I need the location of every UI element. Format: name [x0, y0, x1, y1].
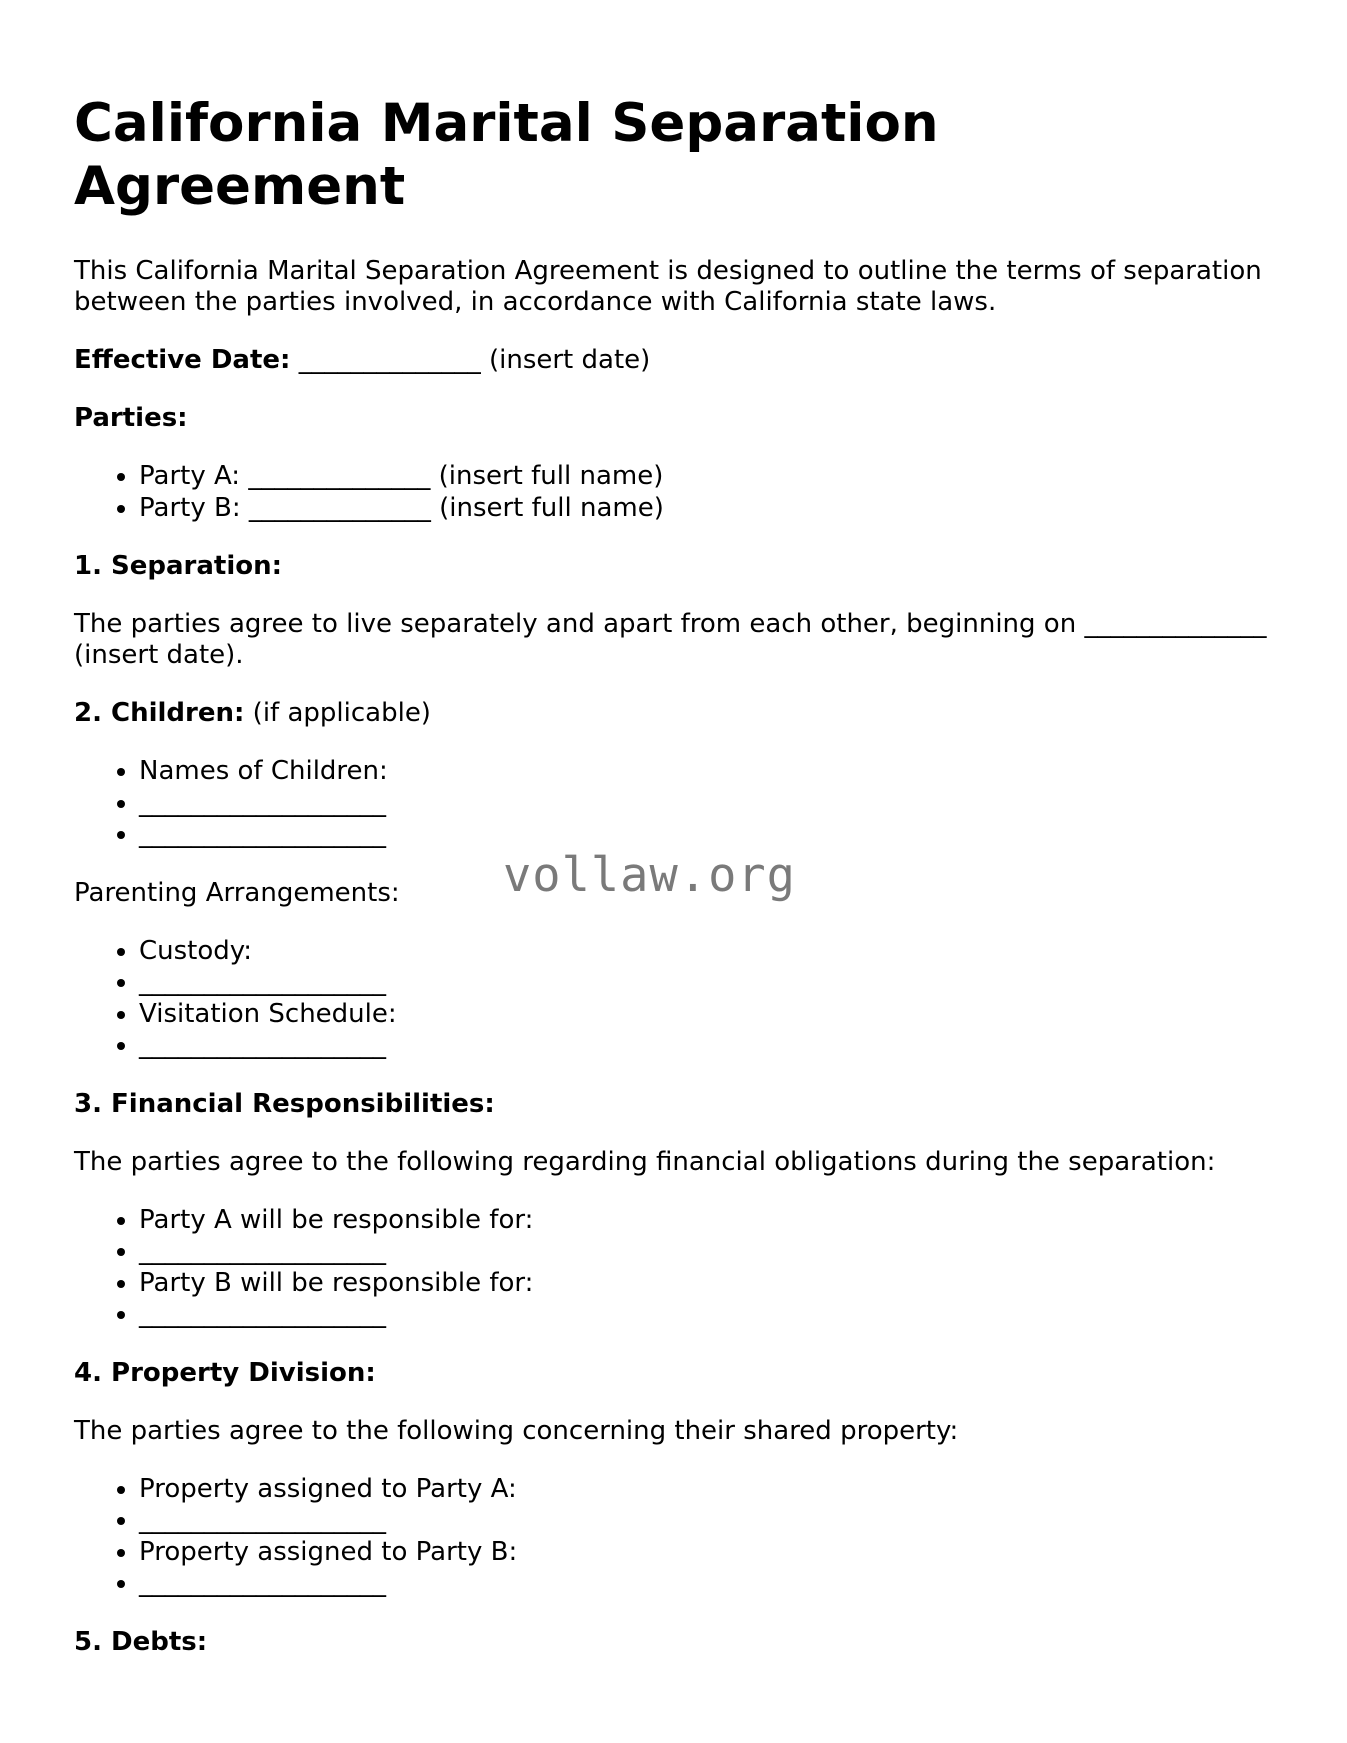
list-item: • ___________________	[139, 1236, 1274, 1268]
parenting-list	[74, 936, 1274, 1062]
property-text: The parties agree to the following concerning their shared property:	[74, 1415, 959, 1446]
effective-date-line	[74, 345, 1274, 376]
financial-heading: 3. Financial Responsibilities:	[74, 1088, 495, 1119]
list-item: • Property assigned to Party A:	[139, 1474, 1274, 1506]
list-item: • ___________________	[139, 1030, 1274, 1062]
watermark-text: vollaw.org	[503, 848, 796, 903]
effective-date-value: ______________ (insert date)	[290, 345, 651, 375]
list-item: • ___________________	[139, 1568, 1274, 1600]
document-title: California Marital Separation Agreement	[74, 93, 939, 217]
list-item: • Visitation Schedule:	[139, 999, 1274, 1031]
parenting-arrangements-label: Parenting Arrangements:	[74, 877, 400, 908]
separation-heading: 1. Separation:	[74, 551, 283, 581]
financial-list	[74, 1205, 1274, 1331]
list-item: • ___________________	[139, 1505, 1274, 1537]
separation-text: The parties agree to live separately and apart from each other, beginning on ______________ (insert date).	[74, 609, 1267, 670]
property-heading: 4. Property Division:	[74, 1357, 376, 1388]
financial-text: The parties agree to the following regarding financial obligations during the separation:	[74, 1146, 1216, 1177]
parties-heading: Parties:	[74, 403, 188, 433]
list-item: • Party B will be responsible for:	[139, 1268, 1274, 1300]
property-list	[74, 1474, 1274, 1600]
effective-date-label: Effective Date:	[74, 345, 291, 375]
list-item: • Party B: ______________ (insert full name)	[139, 493, 1274, 525]
list-item: • ___________________	[139, 788, 1274, 820]
children-heading-line	[74, 698, 1274, 729]
intro-paragraph: This California Marital Separation Agreement is designed to outline the terms of separation between the parties involved, in accordance with California state laws.	[74, 256, 1262, 317]
list-item: • Party A will be responsible for:	[139, 1205, 1274, 1237]
children-heading: 2. Children:	[74, 698, 245, 728]
parties-list	[74, 461, 1274, 524]
list-item: • Property assigned to Party B:	[139, 1537, 1274, 1569]
children-list	[74, 756, 1274, 851]
list-item: • Custody:	[139, 936, 1274, 968]
debts-heading: 5. Debts:	[74, 1626, 208, 1657]
children-note: (if applicable)	[244, 698, 431, 728]
list-item: • ___________________	[139, 1299, 1274, 1331]
list-item: • Party A: ______________ (insert full name)	[139, 461, 1274, 493]
list-item: • Names of Children:	[139, 756, 1274, 788]
list-item: • ___________________	[139, 819, 1274, 851]
list-item: • ___________________	[139, 967, 1274, 999]
